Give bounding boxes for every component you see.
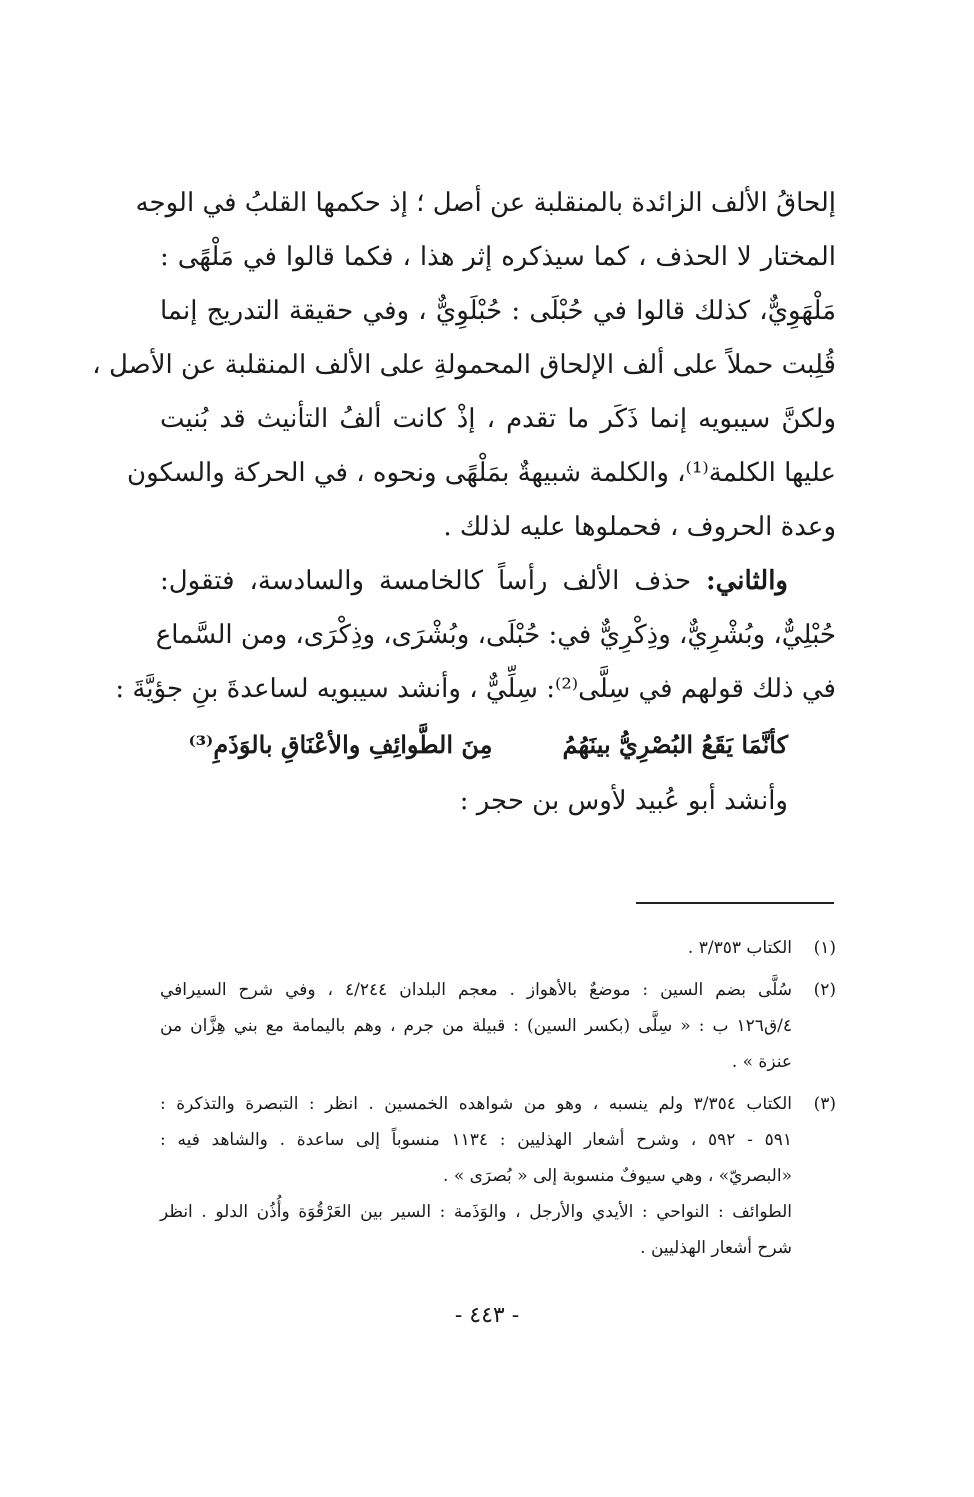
text-line: عليها الكلمة⁽¹⁾، والكلمة شبيهةٌ بمَلْهًى ونحوه ، في الحركة والسكون: [126, 458, 836, 488]
footnote: [160, 1086, 836, 1266]
text-line: ولكنَّ سيبويه إنما ذَكَر ما تقدم ، إذْ كانت ألفُ التأنيث قد بُنيت: [160, 404, 836, 434]
footnote-line: «البصريّ» ، وهي سيوفٌ منسوبة إلى « بُصرَى » .: [443, 1166, 792, 1186]
text-line: إلحاقُ الألف الزائدة بالمنقلبة عن أصل ؛ إذ حكمها القلبُ في الوجه: [135, 188, 836, 218]
footnote-body: [160, 1086, 792, 1266]
footnote-body: [160, 930, 792, 966]
text-line: حُبْلِيٌّ، وبُشْرِيٌّ، وذِكْرِيٌّ في: حُبْلَى، وبُشْرَى، وذِكْرَى، ومن السَّماع: [155, 620, 836, 650]
footnote: [160, 972, 836, 1080]
paragraph-lead-word: والثاني:: [706, 566, 788, 596]
footnote-line: الكتاب ٣/٣٥٣ .: [687, 938, 792, 958]
main-text: [92, 176, 836, 828]
text-line: في ذلك قولهم في سِلَّى⁽²⁾: سِلِّيٌّ ، وأنشد سيبويه لساعدةَ بنِ جؤيَّةَ :: [115, 674, 836, 704]
footnote-body: [160, 972, 792, 1080]
footnote-line: الطوائف : النواحي : الأيدي والأرجل ، والوَذَمة : السير بين العَرْقُوَة وأُذُن الدلو . انظر: [160, 1202, 792, 1222]
page-number: - ٤٤٣ -: [454, 1303, 520, 1328]
paragraph-two-first-line: [160, 554, 836, 608]
verse-first-hemistich: كأنَّمَا يَقَعُ البُصْرِيُّ بينَهُمُ: [562, 730, 788, 759]
text-line: قُلِبت حملاً على ألف الإلحاق المحمولةِ على الألف المنقلبة عن الأصل ،: [92, 350, 836, 380]
paragraph-two-first-rest: حذف الألف رأساً كالخامسة والسادسة، فتقول:: [160, 566, 707, 596]
verse-second-hemistich: مِنَ الطَّوائِفِ والأعْنَاقِ بالوَذَمِ⁽³⁾: [188, 730, 493, 759]
footnote-number: (١): [813, 938, 836, 958]
footnote: [160, 930, 836, 966]
footnote-line: سُلَّى بضم السين : موضعٌ بالأهواز . معجم البلدان ٤/٢٤٤ ، وفي شرح السيرافي: [160, 980, 792, 1000]
footnote-separator: [636, 902, 834, 904]
footnotes: [160, 930, 836, 1272]
text-line: مَلْهَوِيٌّ، كذلك قالوا في حُبْلَى : حُبْلَوِيٌّ ، وفي حقيقة التدريج إنما: [160, 296, 836, 326]
text-line: وعدة الحروف ، فحملوها عليه لذلك .: [443, 512, 836, 542]
footnote-line: الكتاب ٣/٣٥٤ ولم ينسبه ، وهو من شواهده الخمسين . انظر : التبصرة والتذكرة :: [160, 1094, 792, 1114]
footnote-line: شرح أشعار الهذليين .: [640, 1238, 792, 1258]
closing-line: وأنشد أبو عُبيد لأوس بن حجر :: [459, 786, 788, 816]
footnote-line: ٥٩١ - ٥٩٢ ، وشرح أشعار الهذليين : ١١٣٤ منسوباً إلى ساعدة . والشاهد فيه :: [160, 1130, 792, 1150]
poetry-verse: [160, 716, 836, 774]
text-line: المختار لا الحذف ، كما سيذكره إثر هذا ، فكما قالوا في مَلْهًى :: [160, 242, 836, 272]
footnote-number: (٢): [813, 980, 836, 1000]
footnote-line: عنزة » .: [731, 1052, 792, 1072]
footnote-number: (٣): [813, 1094, 836, 1114]
footnote-line: ٤/ق١٢٦ ب : « سِلَّى (بكسر السين) : قبيلة من جرم ، وهم باليمامة مع بني هِزَّان من: [160, 1016, 792, 1036]
